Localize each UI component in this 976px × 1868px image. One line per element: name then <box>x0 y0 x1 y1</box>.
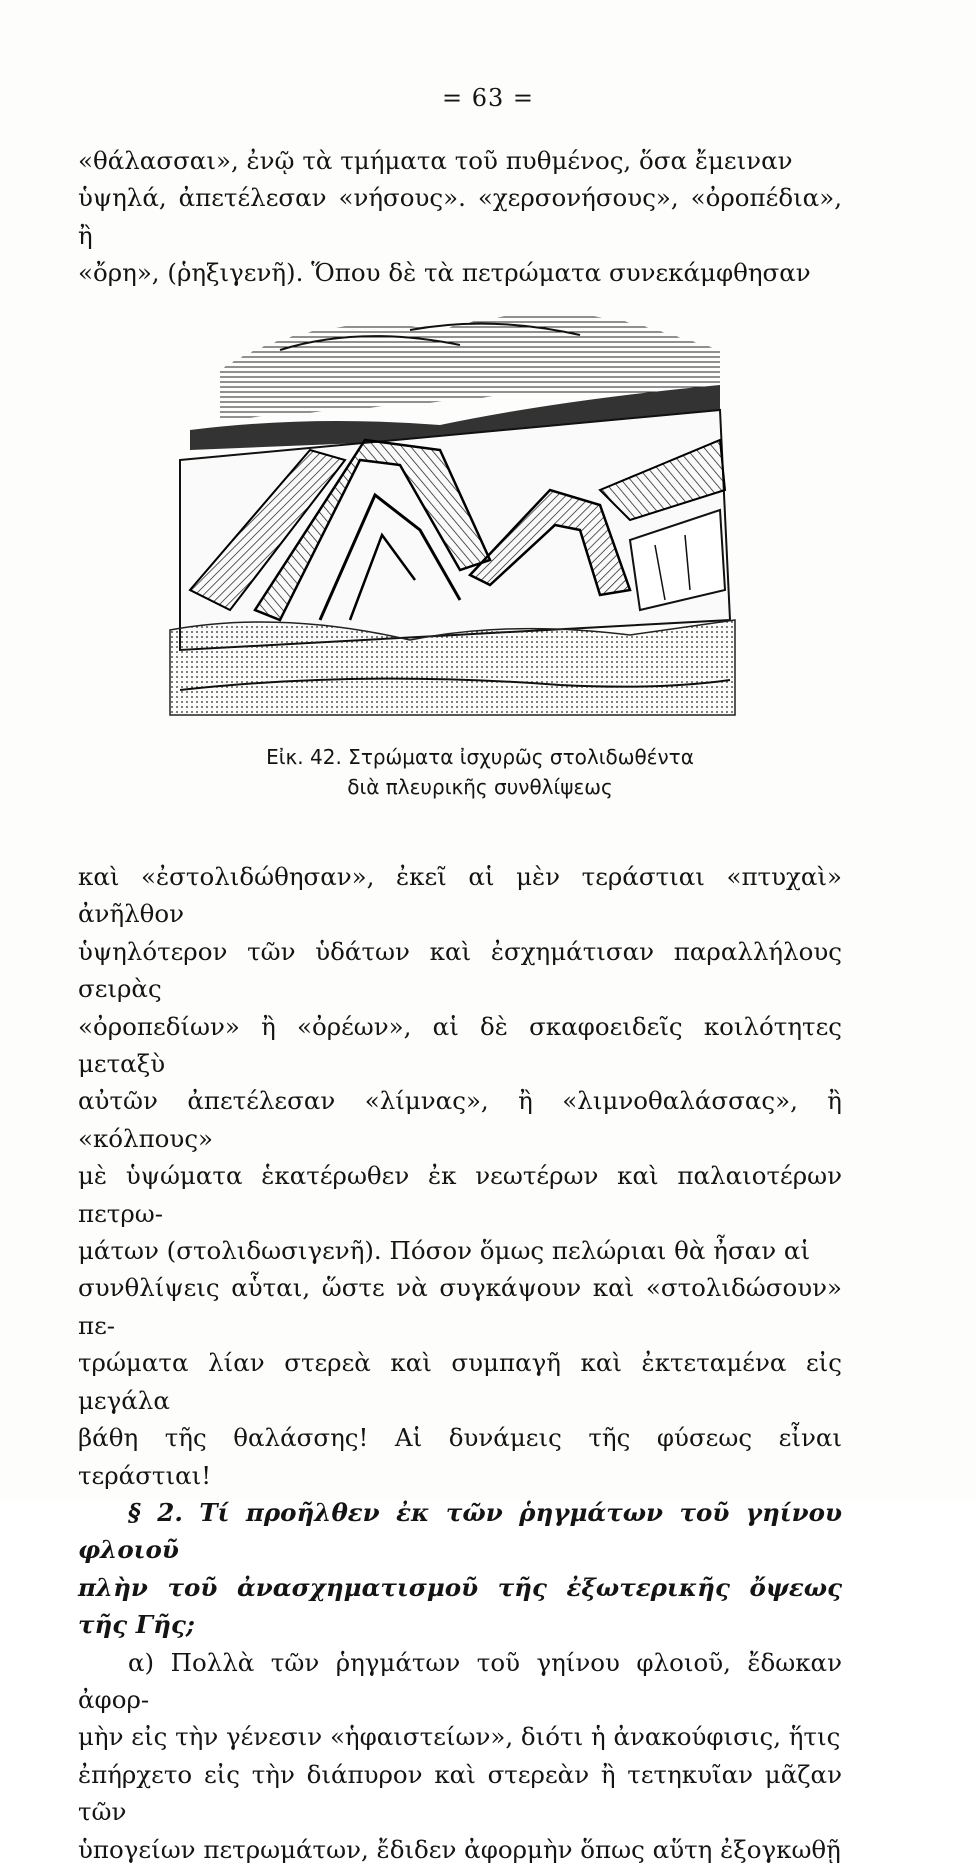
page-number: = 63 = <box>441 84 534 112</box>
folded-strata-illustration <box>160 290 740 720</box>
text-line: καὶ «ἐστολιδώθησαν», ἐκεῖ αἱ μὲν τεράστιαι «πτυχαὶ» ἀνῆλθον <box>78 862 842 929</box>
caption-line: Εἰκ. 42. Στρώματα ἰσχυρῶς στολιδωθέντα <box>266 745 694 769</box>
section-heading-line: § 2. Τί προῆλθεν ἐκ τῶν ῥηγμάτων τοῦ γηίνου φλοιοῦ <box>78 1497 842 1565</box>
text-line: τρώματα λίαν στερεὰ καὶ συμπαγῆ καὶ ἐκτεταμένα εἰς μεγάλα <box>78 1348 842 1415</box>
text-line: ὑψηλά, ἀπετέλεσαν «νήσους». «χερσονήσους», «ὀροπέδια», ἢ <box>78 183 842 250</box>
text-line: «ὀροπεδίων» ἢ «ὀρέων», αἱ δὲ σκαφοειδεῖς κοιλότητες μεταξὺ <box>78 1011 842 1079</box>
figure-caption <box>200 742 760 802</box>
text-line: αὐτῶν ἀπετέλεσαν «λίμνας», ἢ «λιμνοθαλάσσας», ἢ «κόλπους» <box>78 1086 842 1153</box>
foreground-ground <box>170 620 735 715</box>
text-line: ἐπήρχετο εἰς τὴν διάπυρον καὶ στερεὰν ἢ τετηκυῖαν μᾶζαν τῶν <box>78 1759 842 1827</box>
text-line: συνθλίψεις αὗται, ὥστε νὰ συγκάψουν καὶ «στολιδώσουν» πε- <box>78 1273 842 1340</box>
text-line: βάθη τῆς θαλάσσης! Αἱ δυνάμεις τῆς φύσεως εἶναι τεράστιαι! <box>78 1423 842 1490</box>
caption-line: διὰ πλευρικῆς συνθλίψεως <box>347 775 613 799</box>
text-line: ὑψηλότερον τῶν ὑδάτων καὶ ἐσχημάτισαν παραλλήλους σειρὰς <box>78 936 842 1004</box>
bottom-paragraph <box>78 858 842 1868</box>
text-line: α) Πολλὰ τῶν ῥηγμάτων τοῦ γηίνου φλοιοῦ, ἔδωκαν ἀφορ- <box>78 1647 842 1714</box>
text-line: μὲ ὑψώματα ἑκατέρωθεν ἐκ νεωτέρων καὶ παλαιοτέρων πετρω- <box>78 1161 842 1228</box>
text-line: μάτων (στολιδωσιγενῆ). Πόσον ὅμως πελώριαι θὰ ἦσαν αἱ <box>78 1236 811 1266</box>
text-line: «ὄρη», (ῥηξιγενῆ). Ὅπου δὲ τὰ πετρώματα συνεκάμφθησαν <box>78 258 811 288</box>
text-line: μὴν εἰς τὴν γένεσιν «ἡφαιστείων», διότι ἡ ἀνακούφισις, ἥτις <box>78 1722 841 1752</box>
text-line: ὑπογείων πετρωμάτων, ἔδιδεν ἀφορμὴν ὅπως αὕτη ἐξογκωθῇ <box>78 1834 841 1864</box>
top-paragraph <box>78 142 842 292</box>
section-heading-line: πλὴν τοῦ ἀνασχηματισμοῦ τῆς ἐξωτερικῆς ὄψεως τῆς Γῆς; <box>78 1572 842 1640</box>
text-line: «θάλασσαι», ἐνῷ τὰ τμήματα τοῦ πυθμένος, ὅσα ἔμειναν <box>78 146 793 175</box>
